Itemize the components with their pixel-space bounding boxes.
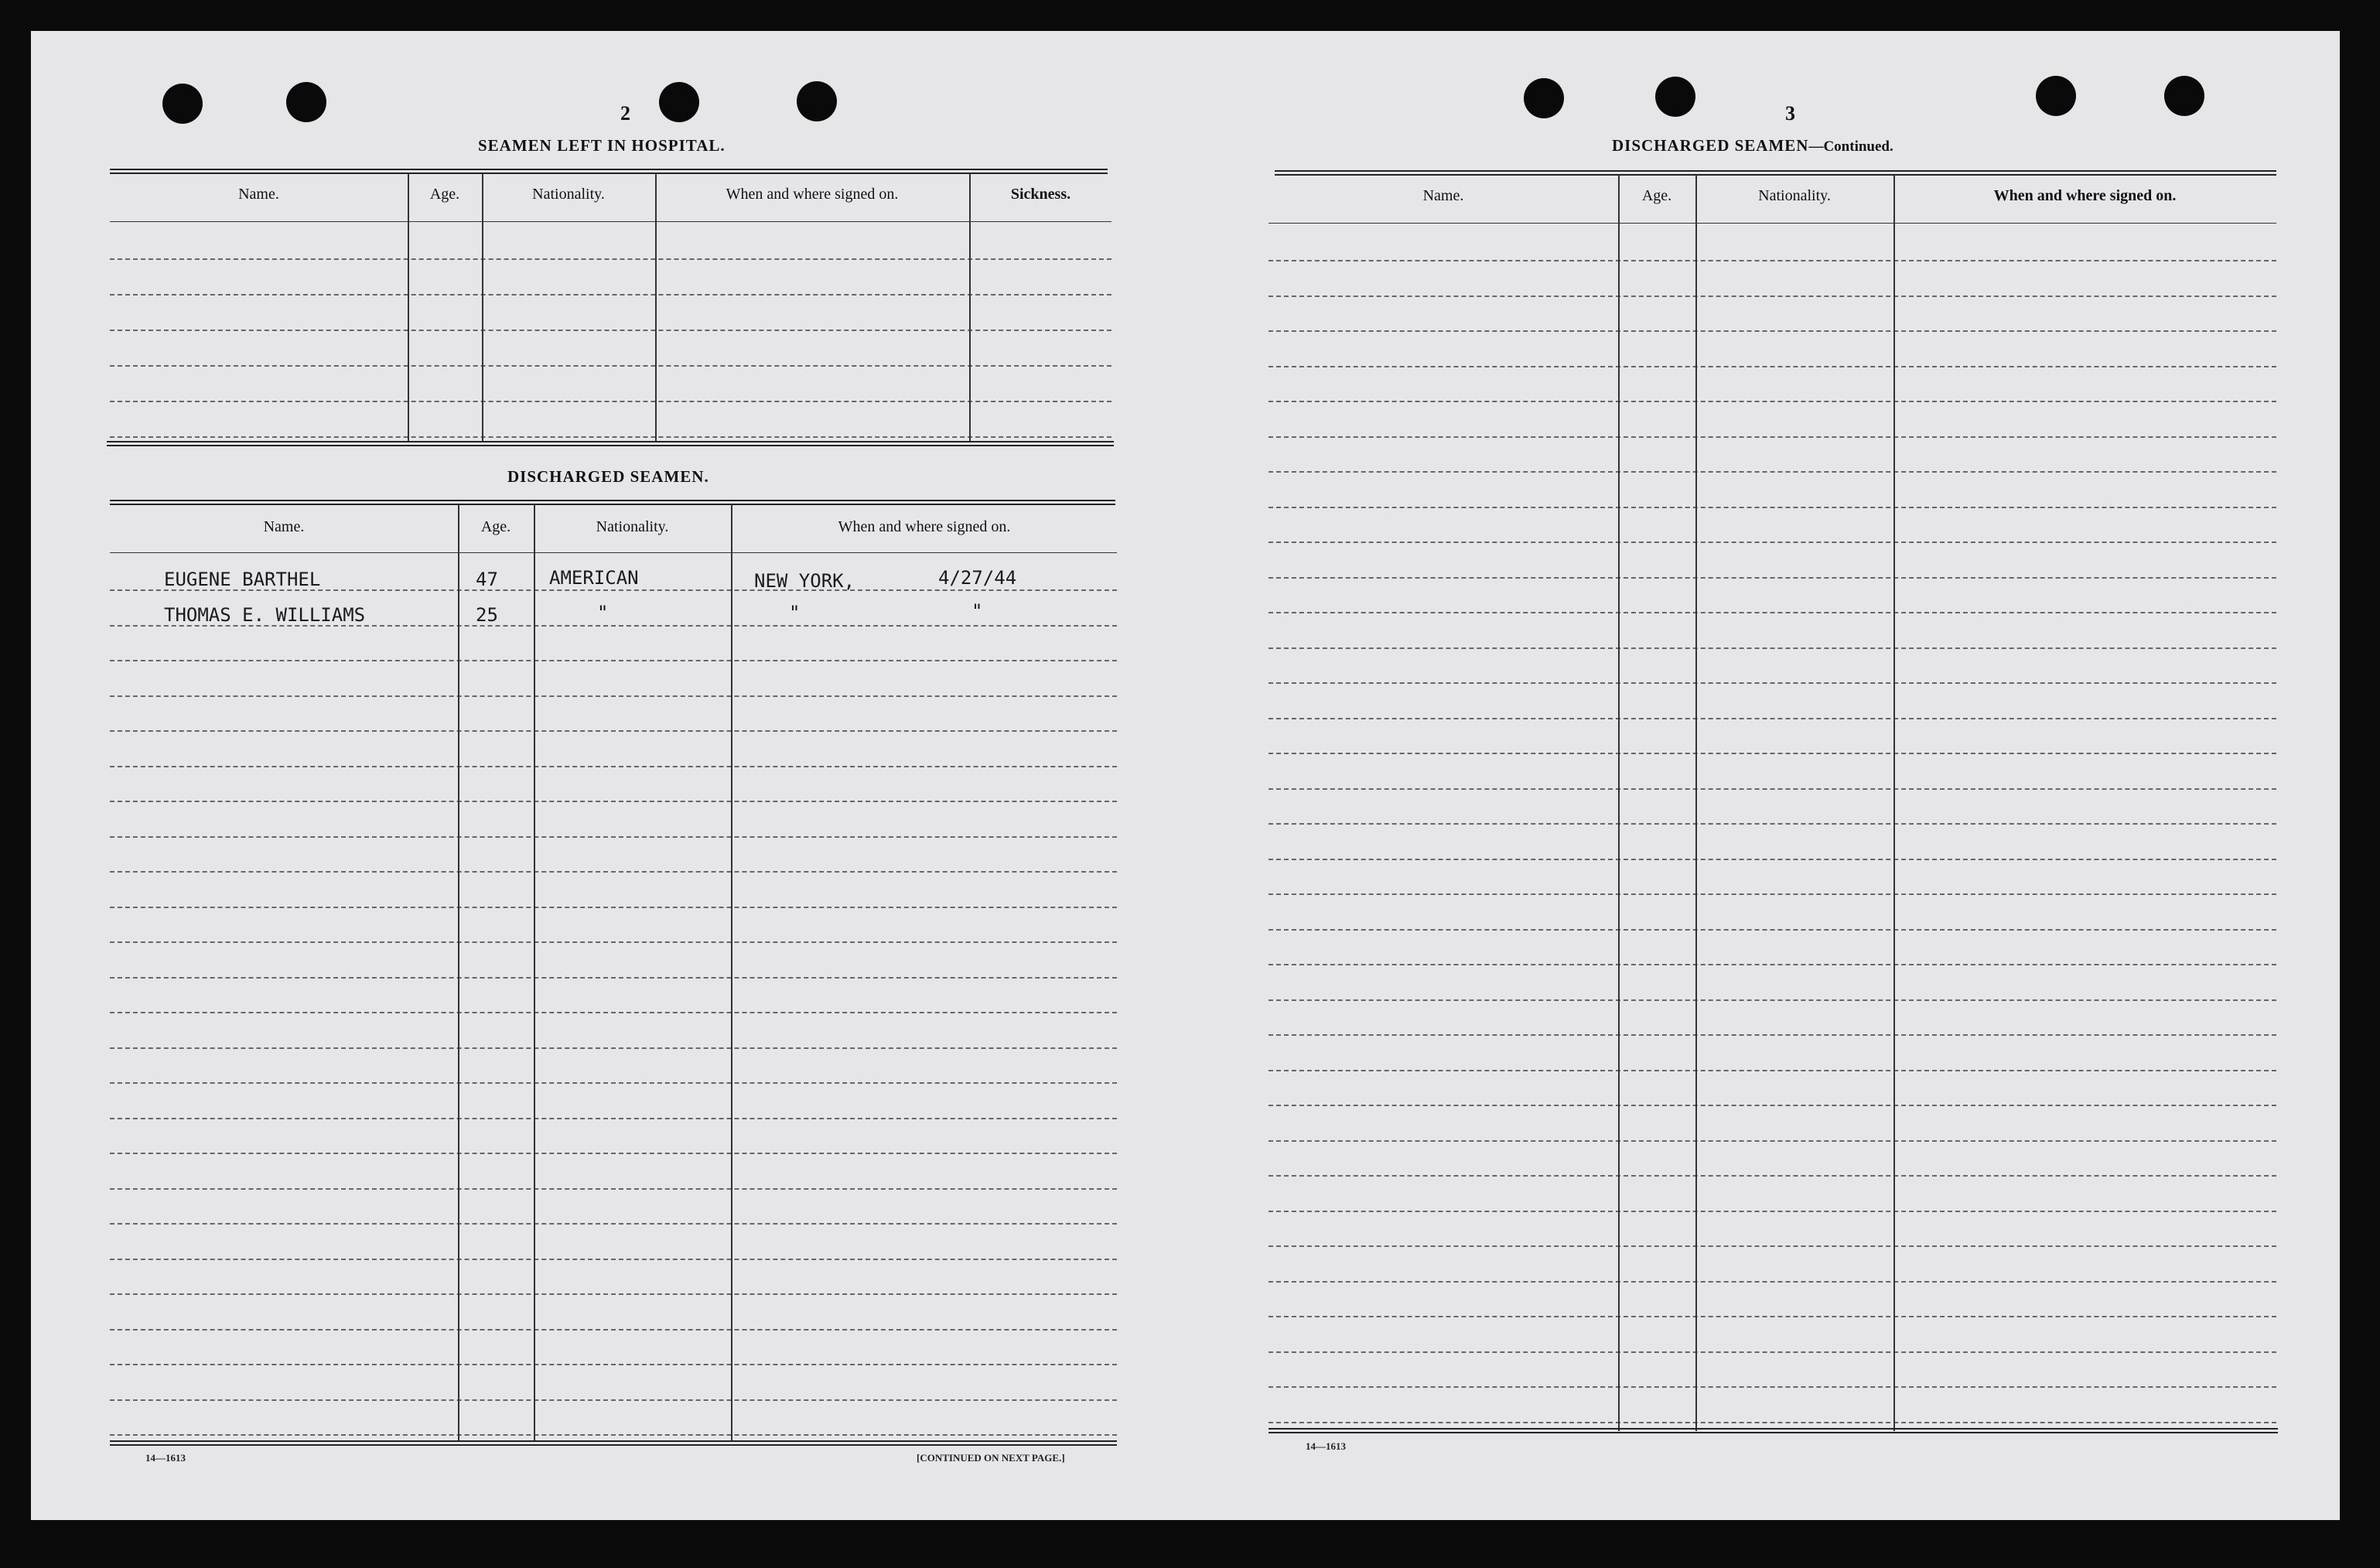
hospital-bottom-rule bbox=[107, 441, 1114, 446]
seaman-signed-place: " bbox=[789, 602, 801, 623]
ruled-line bbox=[1269, 999, 2276, 1001]
hospital-header-rule bbox=[110, 221, 1111, 222]
discharged-col-divider bbox=[731, 504, 732, 1442]
ruled-line bbox=[1269, 964, 2276, 965]
ruled-line bbox=[110, 258, 1111, 260]
punch-hole bbox=[1655, 77, 1695, 117]
discharged-top-rule bbox=[110, 500, 1115, 505]
seaman-age: 47 bbox=[476, 569, 498, 590]
right-bottom-rule bbox=[1269, 1428, 2278, 1433]
ruled-line bbox=[110, 365, 1111, 367]
discharged-col-divider bbox=[458, 504, 459, 1442]
ruled-line bbox=[110, 941, 1117, 943]
ruled-line bbox=[1269, 1034, 2276, 1036]
ruled-line bbox=[1269, 682, 2276, 684]
ruled-line bbox=[110, 1399, 1117, 1401]
ruled-line bbox=[1269, 1316, 2276, 1317]
ruled-line bbox=[1269, 859, 2276, 860]
ruled-line bbox=[110, 401, 1111, 402]
ruled-line bbox=[1269, 1386, 2276, 1388]
ruled-line bbox=[110, 1047, 1117, 1049]
ruled-line bbox=[1269, 1211, 2276, 1212]
ruled-line bbox=[1269, 330, 2276, 332]
continued-suffix: —Continued. bbox=[1808, 138, 1893, 155]
ruled-line bbox=[1269, 929, 2276, 931]
hospital-top-rule bbox=[110, 169, 1108, 174]
ruled-line bbox=[1269, 1422, 2276, 1423]
hospital-col-divider bbox=[655, 173, 657, 442]
page-number-right: 3 bbox=[1785, 102, 1795, 125]
hospital-col-age: Age. bbox=[429, 186, 460, 203]
form-number-right: 14—1613 bbox=[1306, 1440, 1346, 1452]
right-col-name: Name. bbox=[1422, 187, 1464, 204]
right-col-nationality: Nationality. bbox=[1758, 187, 1831, 204]
ruled-line bbox=[1269, 893, 2276, 895]
discharged-col-divider bbox=[534, 504, 535, 1442]
ruled-line bbox=[1269, 401, 2276, 402]
ruled-line bbox=[110, 1364, 1117, 1365]
seaman-signed-date: 4/27/44 bbox=[938, 567, 1017, 589]
ruled-line bbox=[1269, 823, 2276, 825]
seaman-signed-place: NEW YORK, bbox=[754, 570, 855, 592]
right-col-divider bbox=[1618, 175, 1620, 1431]
ruled-line bbox=[110, 1434, 1117, 1436]
ruled-line bbox=[110, 660, 1117, 661]
hospital-section-title: SEAMEN LEFT IN HOSPITAL. bbox=[478, 136, 726, 155]
continued-note: [CONTINUED ON NEXT PAGE.] bbox=[917, 1452, 1065, 1464]
ruled-line bbox=[1269, 436, 2276, 438]
ruled-line bbox=[110, 1223, 1117, 1225]
hospital-col-sickness: Sickness. bbox=[1010, 186, 1071, 203]
seaman-nationality: " bbox=[597, 602, 609, 623]
page-number-left: 2 bbox=[620, 102, 630, 125]
ruled-line bbox=[1269, 788, 2276, 790]
right-top-rule bbox=[1275, 170, 2276, 176]
punch-hole bbox=[659, 82, 699, 122]
hospital-col-divider bbox=[969, 173, 971, 442]
ruled-line bbox=[110, 1293, 1117, 1295]
seaman-nationality: AMERICAN bbox=[549, 567, 639, 589]
ruled-line bbox=[1269, 577, 2276, 579]
hospital-col-name: Name. bbox=[238, 186, 279, 203]
seaman-name: THOMAS E. WILLIAMS bbox=[164, 604, 366, 626]
ruled-line bbox=[1269, 366, 2276, 367]
ruled-line bbox=[1269, 612, 2276, 613]
ruled-line bbox=[1269, 1105, 2276, 1106]
ruled-line bbox=[110, 730, 1117, 732]
punch-hole bbox=[2036, 76, 2076, 116]
discharged-col-name: Name. bbox=[263, 518, 305, 535]
hospital-col-divider bbox=[408, 173, 409, 442]
right-col-signed-on: When and where signed on. bbox=[1993, 187, 2177, 204]
ruled-line bbox=[1269, 753, 2276, 754]
ruled-line bbox=[110, 1153, 1117, 1154]
ruled-line bbox=[110, 766, 1117, 767]
form-number-left: 14—1613 bbox=[145, 1452, 186, 1464]
ruled-line bbox=[1269, 718, 2276, 719]
discharged-header-rule bbox=[110, 552, 1117, 553]
ruled-line bbox=[1269, 507, 2276, 508]
right-col-age: Age. bbox=[1641, 187, 1672, 204]
ruled-line bbox=[110, 1259, 1117, 1260]
hospital-col-nationality: Nationality. bbox=[532, 186, 605, 203]
ruled-line bbox=[110, 907, 1117, 908]
ruled-line bbox=[1269, 260, 2276, 261]
punch-hole bbox=[2164, 76, 2204, 116]
ruled-line bbox=[1269, 1175, 2276, 1177]
discharged-col-nationality: Nationality. bbox=[596, 518, 669, 535]
ruled-line bbox=[1269, 1351, 2276, 1353]
seaman-signed-date: " bbox=[971, 600, 983, 622]
ruled-line bbox=[110, 294, 1111, 295]
seaman-age: 25 bbox=[476, 604, 498, 626]
seaman-name: EUGENE BARTHEL bbox=[164, 569, 321, 590]
discharged-continued-title bbox=[1612, 136, 1893, 155]
punch-hole bbox=[286, 82, 326, 122]
ruled-line bbox=[1269, 541, 2276, 543]
ruled-line bbox=[1269, 1281, 2276, 1283]
ledger-sheet bbox=[31, 31, 2340, 1520]
hospital-col-signed-on: When and where signed on. bbox=[726, 186, 899, 203]
ruled-line bbox=[110, 977, 1117, 979]
ruled-line bbox=[110, 436, 1111, 438]
discharged-continued-title-main: DISCHARGED SEAMEN bbox=[1612, 136, 1809, 155]
ruled-line bbox=[110, 695, 1117, 697]
discharged-bottom-rule bbox=[110, 1440, 1117, 1446]
ruled-line bbox=[110, 801, 1117, 802]
ruled-line bbox=[1269, 1245, 2276, 1247]
right-col-divider bbox=[1893, 175, 1895, 1431]
ruled-line bbox=[110, 1012, 1117, 1013]
ruled-line bbox=[110, 871, 1117, 873]
ruled-line bbox=[1269, 647, 2276, 649]
discharged-col-age: Age. bbox=[480, 518, 511, 535]
hospital-col-divider bbox=[482, 173, 483, 442]
ruled-line bbox=[110, 1082, 1117, 1084]
ruled-line bbox=[110, 1118, 1117, 1119]
ruled-line bbox=[1269, 1140, 2276, 1142]
punch-hole bbox=[797, 81, 837, 121]
ruled-line bbox=[110, 330, 1111, 331]
discharged-col-signed-on: When and where signed on. bbox=[838, 518, 1011, 535]
discharged-section-title: DISCHARGED SEAMEN. bbox=[507, 467, 709, 486]
ruled-line bbox=[110, 1188, 1117, 1190]
right-col-divider bbox=[1695, 175, 1697, 1431]
punch-hole bbox=[1524, 78, 1564, 118]
ruled-line bbox=[1269, 1070, 2276, 1071]
ruled-line bbox=[1269, 295, 2276, 297]
ruled-line bbox=[1269, 471, 2276, 473]
punch-hole bbox=[162, 84, 203, 124]
ruled-line bbox=[110, 836, 1117, 838]
right-header-rule bbox=[1269, 223, 2276, 224]
ruled-line bbox=[110, 1329, 1117, 1331]
